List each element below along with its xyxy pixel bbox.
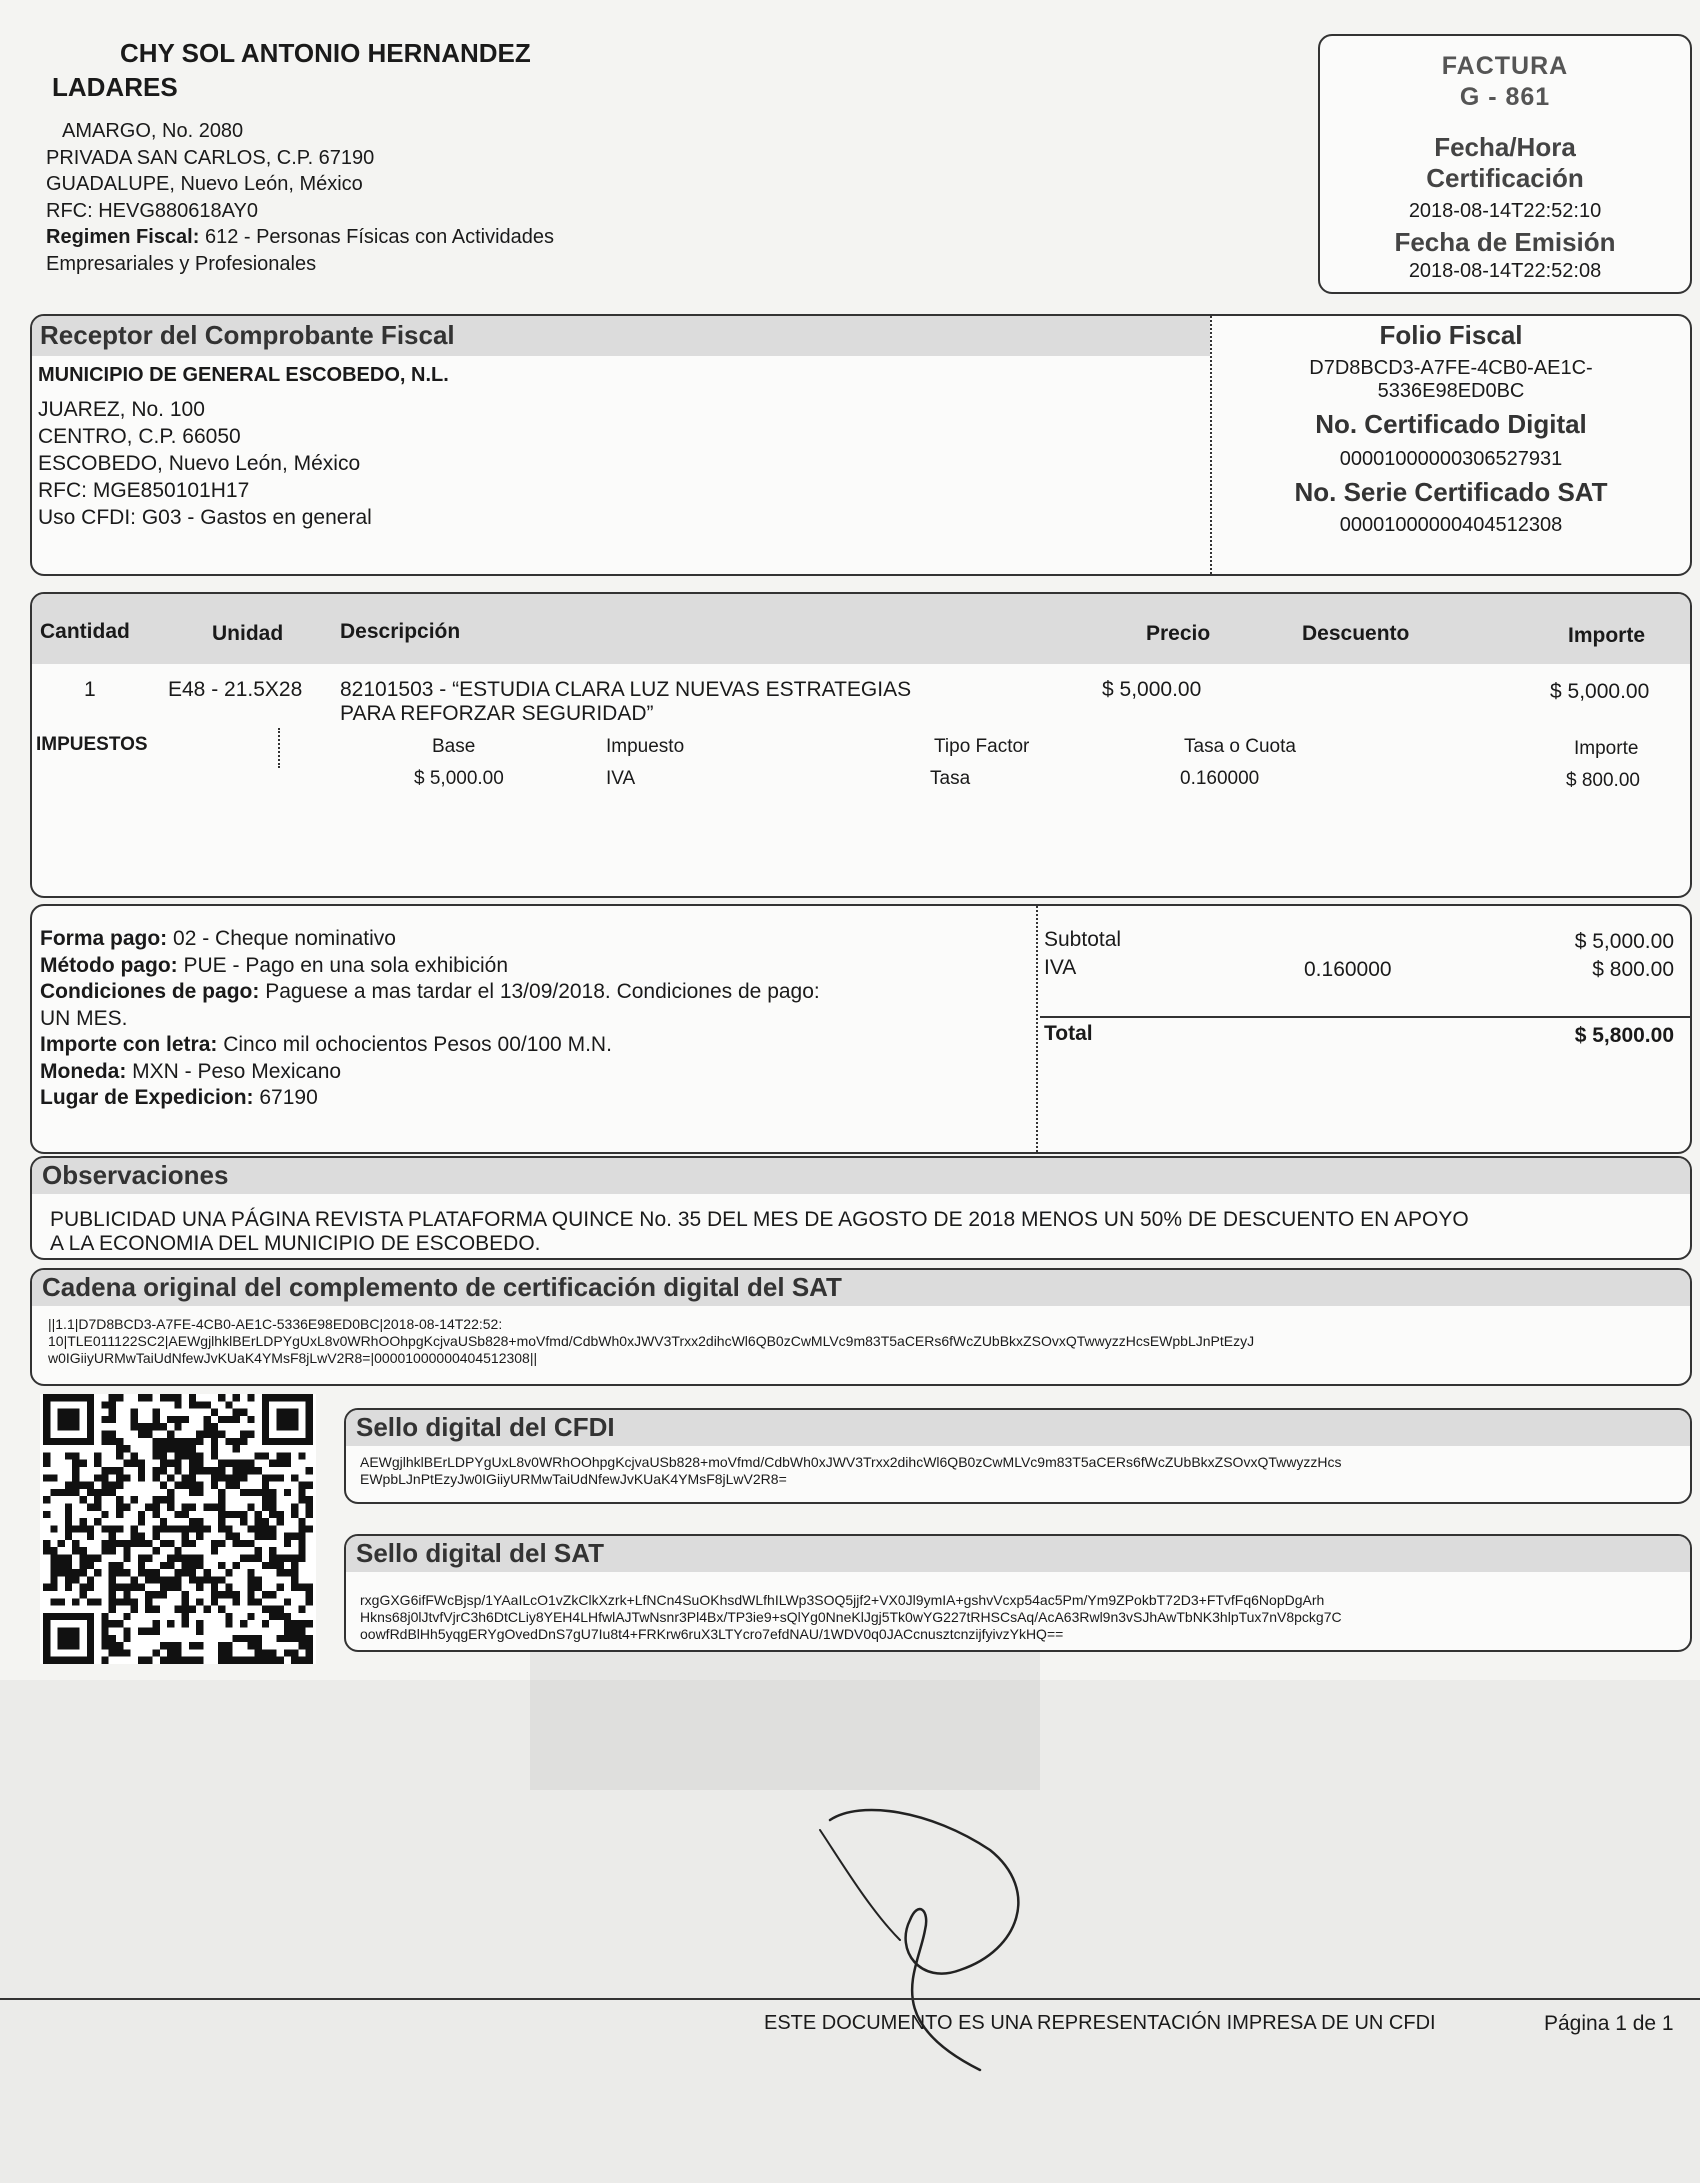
regimen-value-cont: Empresariales y Profesionales xyxy=(46,252,317,275)
payment-details xyxy=(40,926,820,1112)
issuer-details xyxy=(46,118,554,277)
cadena-line1: ||1.1|D7D8BCD3-A7FE-4CB0-AE1C-5336E98ED0BC|2018-08-14T22:52: xyxy=(48,1316,503,1332)
invoice-type: FACTURA xyxy=(1441,52,1569,80)
issuer-address1: AMARGO, No. 2080 xyxy=(62,120,244,142)
condiciones-value-cont: UN MES. xyxy=(40,1006,128,1030)
receptor-title: Receptor del Comprobante Fiscal xyxy=(40,320,455,350)
issuer-name xyxy=(44,36,531,104)
sello-sat-line3: oowfRdBlHh5yqgERYgOvedDnS7gU7Iu8t4+FRKrw6ruX3LTYcro7efdNAU/1WDV0q0JACcnusztcnzijfyivzYkHQ== xyxy=(360,1626,1064,1642)
forma-pago-label: Forma pago: xyxy=(40,927,168,950)
metodo-pago-label: Método pago: xyxy=(40,953,178,977)
cert-label1: Fecha/Hora xyxy=(1434,132,1576,162)
observaciones-title: Observaciones xyxy=(42,1160,229,1190)
observaciones-line2: A LA ECONOMIA DEL MUNICIPIO DE ESCOBEDO. xyxy=(50,1232,541,1255)
handwritten-signature xyxy=(800,1800,1060,2080)
cadena-title: Cadena original del complemento de certificación digital del SAT xyxy=(42,1272,842,1302)
page-number: Página 1 de 1 xyxy=(1544,2012,1674,2035)
folio-value2: 5336E98ED0BC xyxy=(1377,380,1525,402)
tax-header-tasa: Tasa o Cuota xyxy=(1184,736,1296,757)
cadena-line3: w0IGiiyURMwTaiUdNfewJvKUaK4YMsF8jLwV2R8=|00001000000404512308|| xyxy=(48,1350,538,1366)
row-importe: $ 5,000.00 xyxy=(1550,680,1650,703)
issuer-name-line2: LADARES xyxy=(52,72,178,102)
row-cantidad: 1 xyxy=(84,678,96,701)
tax-header-base: Base xyxy=(432,736,476,757)
regimen-label: Regimen Fiscal: xyxy=(46,226,200,248)
importe-letra-label: Importe con letra: xyxy=(40,1033,218,1056)
cert-datetime: 2018-08-14T22:52:10 xyxy=(1408,200,1602,222)
sello-sat-text xyxy=(360,1592,1680,1643)
invoice-number: G - 861 xyxy=(1459,83,1551,111)
scan-background-block xyxy=(530,1640,1040,1790)
footer-text: ESTE DOCUMENTO ES UNA REPRESENTACIÓN IMPRESA DE UN CFDI xyxy=(764,2012,1436,2034)
tax-tipo-factor: Tasa xyxy=(930,768,971,789)
receptor-box xyxy=(30,314,1692,576)
iva-label: IVA xyxy=(1044,956,1077,979)
taxes-divider xyxy=(278,728,280,768)
tax-header-impuesto: Impuesto xyxy=(606,736,685,757)
receptor-address3: ESCOBEDO, Nuevo León, México xyxy=(38,452,361,475)
moneda-label: Moneda: xyxy=(40,1059,127,1083)
total-value: $ 5,800.00 xyxy=(1574,1024,1674,1047)
row-descripcion xyxy=(340,678,911,726)
subtotal-value: $ 5,000.00 xyxy=(1574,930,1674,953)
tax-impuesto: IVA xyxy=(606,768,636,789)
header-cantidad: Cantidad xyxy=(40,620,130,643)
tax-importe: $ 800.00 xyxy=(1566,770,1640,791)
folio-label: Folio Fiscal xyxy=(1379,320,1523,350)
qr-code-graphic xyxy=(40,1394,316,1664)
cadena-text xyxy=(48,1316,1668,1367)
regimen-value: 612 - Personas Físicas con Actividades xyxy=(204,226,555,248)
cert-digital-value: 00001000000306527931 xyxy=(1339,448,1563,470)
condiciones-value: Paguese a mas tardar el 13/09/2018. Condiciones de pago: xyxy=(265,980,820,1003)
header-unidad: Unidad xyxy=(212,622,284,645)
items-box xyxy=(30,592,1692,898)
iva-value: $ 800.00 xyxy=(1592,958,1674,981)
cert-label2: Certificación xyxy=(1426,163,1584,193)
invoice-box xyxy=(1318,34,1692,294)
receptor-address2: CENTRO, C.P. 66050 xyxy=(38,425,241,448)
receptor-rfc: RFC: MGE850101H17 xyxy=(38,479,250,502)
metodo-pago-value: PUE - Pago en una sola exhibición xyxy=(183,953,509,977)
lugar-label: Lugar de Expedicion: xyxy=(40,1086,254,1109)
totals-divider xyxy=(1036,906,1038,1152)
sello-sat-box xyxy=(344,1534,1692,1652)
header-importe: Importe xyxy=(1568,624,1646,647)
emision-datetime: 2018-08-14T22:52:08 xyxy=(1408,260,1602,282)
observaciones-box xyxy=(30,1156,1692,1260)
row-unidad: E48 - 21.5X28 xyxy=(168,678,303,701)
fiscal-block xyxy=(1212,316,1690,537)
issuer-address3: GUADALUPE, Nuevo León, México xyxy=(46,173,363,195)
receptor-address1: JUAREZ, No. 100 xyxy=(38,398,205,421)
header-descuento: Descuento xyxy=(1302,622,1410,645)
lugar-value: 67190 xyxy=(259,1086,318,1109)
sello-sat-line1: rxgGXG6ifFWcBjsp/1YAaILcO1vZkClkXzrk+LfNCn4SuOKhsdWLfhILWp3SOQ5jjf2+VX0Jl9ymIA+gshvVcxp54ac5Pm/Ym9ZPokbT72D3+FTvfFq6NopDgArh xyxy=(360,1592,1325,1608)
sat-serial-value: 00001000000404512308 xyxy=(1339,514,1563,536)
receptor-uso-cfdi: Uso CFDI: G03 - Gastos en general xyxy=(38,506,372,529)
folio-value1: D7D8BCD3-A7FE-4CB0-AE1C- xyxy=(1309,357,1593,379)
importe-letra-value: Cinco mil ochocientos Pesos 00/100 M.N. xyxy=(223,1033,612,1056)
row-descripcion-line2: PARA REFORZAR SEGURIDAD” xyxy=(340,702,654,725)
payment-box xyxy=(30,904,1692,1154)
total-rule xyxy=(1040,1016,1690,1018)
cadena-box xyxy=(30,1268,1692,1386)
sello-cfdi-text xyxy=(360,1454,1680,1488)
receptor-details xyxy=(38,396,372,531)
issuer-address2: PRIVADA SAN CARLOS, C.P. 67190 xyxy=(46,146,375,169)
forma-pago-value: 02 - Cheque nominativo xyxy=(173,927,396,950)
tax-header-importe: Importe xyxy=(1574,738,1639,759)
sello-sat-title: Sello digital del SAT xyxy=(356,1538,604,1568)
issuer-name-line1: CHY SOL ANTONIO HERNANDEZ xyxy=(120,38,531,68)
issuer-rfc: RFC: HEVG880618AY0 xyxy=(46,199,258,222)
sello-cfdi-title: Sello digital del CFDI xyxy=(356,1412,615,1442)
moneda-value: MXN - Peso Mexicano xyxy=(132,1059,342,1083)
row-precio: $ 5,000.00 xyxy=(1102,678,1202,701)
receptor-name: MUNICIPIO DE GENERAL ESCOBEDO, N.L. xyxy=(38,364,449,386)
sello-cfdi-line1: AEWgjlhklBErLDPYgUxL8v0WRhOOhpgKcjvaUSb828+moVfmd/CdbWh0xJWV3Trxx2dihcWl6QB0zCwMLVc9m83T5aCERs6fWcZUbBkxZSOvxQTwwyzzHcs xyxy=(360,1454,1342,1470)
qr-code xyxy=(40,1394,316,1664)
cert-digital-label: No. Certificado Digital xyxy=(1315,409,1587,439)
observaciones-text xyxy=(50,1208,1469,1256)
tax-base: $ 5,000.00 xyxy=(414,768,504,789)
iva-rate: 0.160000 xyxy=(1304,958,1392,981)
header-precio: Precio xyxy=(1146,622,1211,645)
emision-label: Fecha de Emisión xyxy=(1394,227,1616,257)
footer-rule xyxy=(0,1998,1700,2000)
sat-serial-label: No. Serie Certificado SAT xyxy=(1294,477,1608,507)
total-label: Total xyxy=(1044,1022,1093,1045)
subtotal-label: Subtotal xyxy=(1044,928,1122,951)
condiciones-label: Condiciones de pago: xyxy=(40,980,260,1003)
cadena-line2: 10|TLE011122SC2|AEWgjlhklBErLDPYgUxL8v0WRhOOhpgKcjvaUSb828+moVfmd/CdbWh0xJWV3Trxx2dihcWl6QB0zCwMLVc9m83T5aCERs6fWcZUbBkxZSOvxQTwwyzzHcsEWpbLJnPtEzyJ xyxy=(48,1333,1255,1349)
taxes-label: IMPUESTOS xyxy=(36,734,148,755)
observaciones-header-bg xyxy=(32,1158,1690,1194)
tax-header-tipo-factor: Tipo Factor xyxy=(934,736,1030,757)
tax-tasa: 0.160000 xyxy=(1180,768,1260,789)
sello-sat-line2: Hkns68j0lJtvfVjrC3h6DtCLiy8YEH4LHfwlAJTwNsnr3Pl4Bx/TP3ie9+sQlYg0NneKlJgj5Tk0wYG227tRHSCsAq/AcA63Rwl9n3vSJhAwTbNK3hlpTux7nV8pckg7C xyxy=(360,1609,1342,1625)
header-descripcion: Descripción xyxy=(340,620,461,643)
sello-cfdi-box xyxy=(344,1408,1692,1504)
sello-cfdi-line2: EWpbLJnPtEzyJw0IGiiyURMwTaiUdNfewJvKUaK4YMsF8jLwV2R8= xyxy=(360,1471,787,1487)
observaciones-line1: PUBLICIDAD UNA PÁGINA REVISTA PLATAFORMA QUINCE No. 35 DEL MES DE AGOSTO DE 2018 MENOS UN 50% DE DESCUENTO EN APOYO xyxy=(50,1208,1469,1231)
row-descripcion-line1: 82101503 - “ESTUDIA CLARA LUZ NUEVAS ESTRATEGIAS xyxy=(340,678,912,701)
